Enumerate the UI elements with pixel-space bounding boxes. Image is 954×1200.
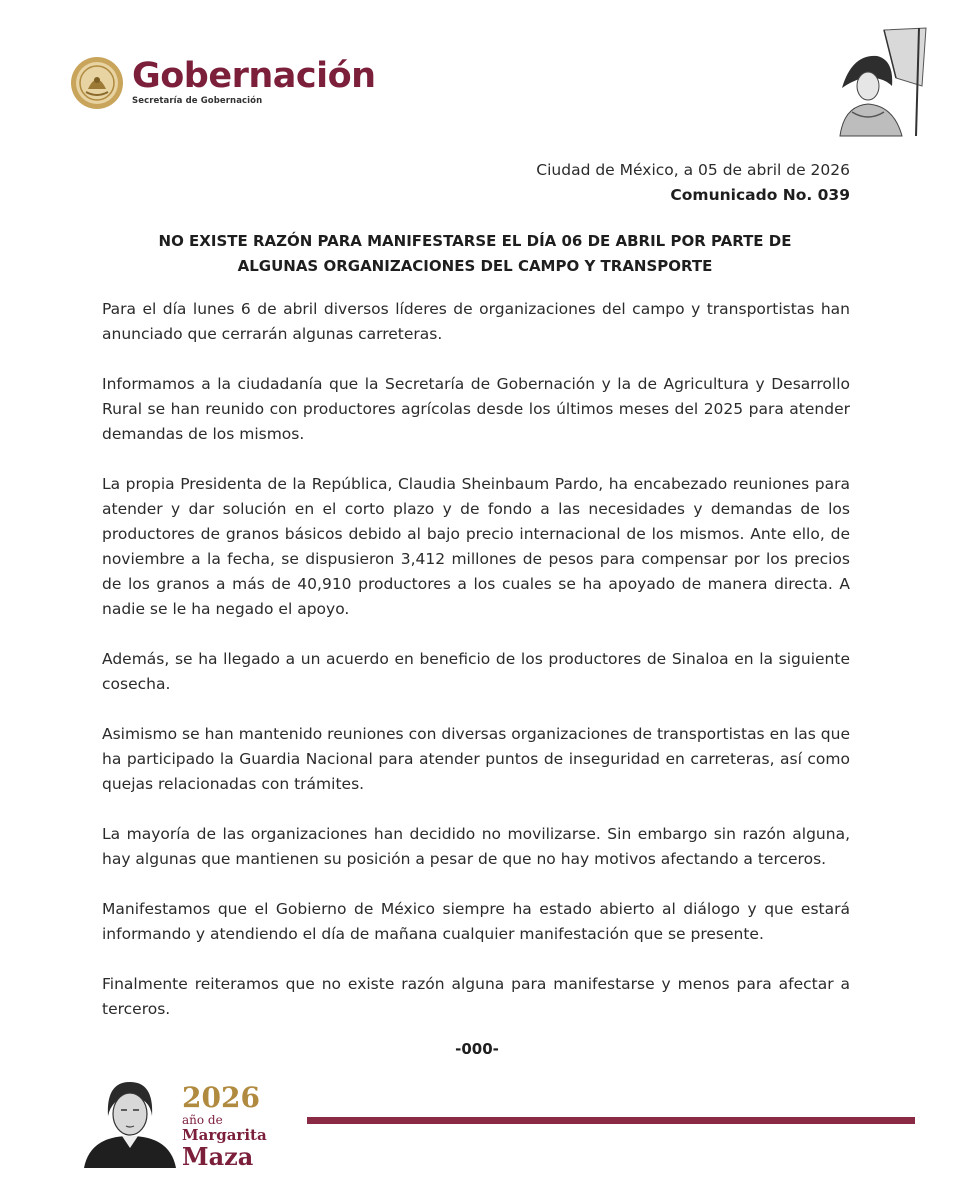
footer-divider [307, 1117, 915, 1124]
paragraph: La mayoría de las organizaciones han decidido no movilizarse. Sin embargo sin razón alguna, hay algunas que mantienen su posición a pesar de que no hay motivos afectando a terceros. [102, 825, 850, 868]
headline-line-1: NO EXISTE RAZÓN PARA MANIFESTARSE EL DÍA 06 DE ABRIL POR PARTE DE [158, 232, 792, 250]
paragraph: Para el día lunes 6 de abril diversos líderes de organizaciones del campo y transportistas han anunciado que cerrarán algunas carreteras. [102, 300, 850, 343]
brand-block [132, 56, 376, 106]
brand-subtitle: Secretaría de Gobernación [132, 96, 263, 106]
closing-mark: -000- [455, 1040, 499, 1058]
bulletin-number: Comunicado No. 039 [670, 186, 850, 204]
heroine-flag-illustration [822, 26, 932, 138]
date-block [536, 158, 850, 208]
year-number: 2026 [182, 1081, 260, 1114]
headline [100, 229, 850, 279]
paragraph: Además, se ha llegado a un acuerdo en beneficio de los productores de Sinaloa en la siguiente cosecha. [102, 650, 850, 693]
honoree-first-name: Margarita [182, 1126, 267, 1144]
year-logo [182, 1082, 272, 1170]
margarita-maza-portrait [80, 1076, 178, 1168]
body-text [102, 297, 850, 1047]
place-date: Ciudad de México, a 05 de abril de 2026 [536, 161, 850, 179]
paragraph: Finalmente reiteramos que no existe razón alguna para manifestarse y menos para afectar a terceros. [102, 975, 850, 1018]
mexico-seal-icon [70, 56, 124, 110]
paragraph: Informamos a la ciudadanía que la Secretaría de Gobernación y la de Agricultura y Desarrollo Rural se han reunido con productores agrícolas desde los últimos meses del 2025 para atender demandas de los mismos. [102, 375, 850, 443]
brand-name: Gobernación [132, 56, 376, 96]
year-of-text: año de [182, 1113, 223, 1127]
paragraph: La propia Presidenta de la República, Claudia Sheinbaum Pardo, ha encabezado reuniones para atender y dar solución en el corto plazo y de fondo a las necesidades y demandas de los productores de granos básicos debido al bajo precio internacional de los mismos. Ante ello, de noviembre a la fecha, se dispusieron 3,412 millones de pesos para compensar por los precios de los granos a más de 40,910 productores a los cuales se ha apoyado de manera directa. A nadie se le ha negado el apoyo. [102, 475, 850, 618]
paragraph: Asimismo se han mantenido reuniones con diversas organizaciones de transportistas en las que ha participado la Guardia Nacional para atender puntos de inseguridad en carreteras, así como quejas relacionadas con trámites. [102, 725, 850, 793]
headline-line-2: ALGUNAS ORGANIZACIONES DEL CAMPO Y TRANSPORTE [237, 257, 713, 275]
paragraph: Manifestamos que el Gobierno de México siempre ha estado abierto al diálogo y que estará informando y atendiendo el día de mañana cualquier manifestación que se presente. [102, 900, 850, 943]
honoree-last-name: Maza [182, 1142, 254, 1171]
